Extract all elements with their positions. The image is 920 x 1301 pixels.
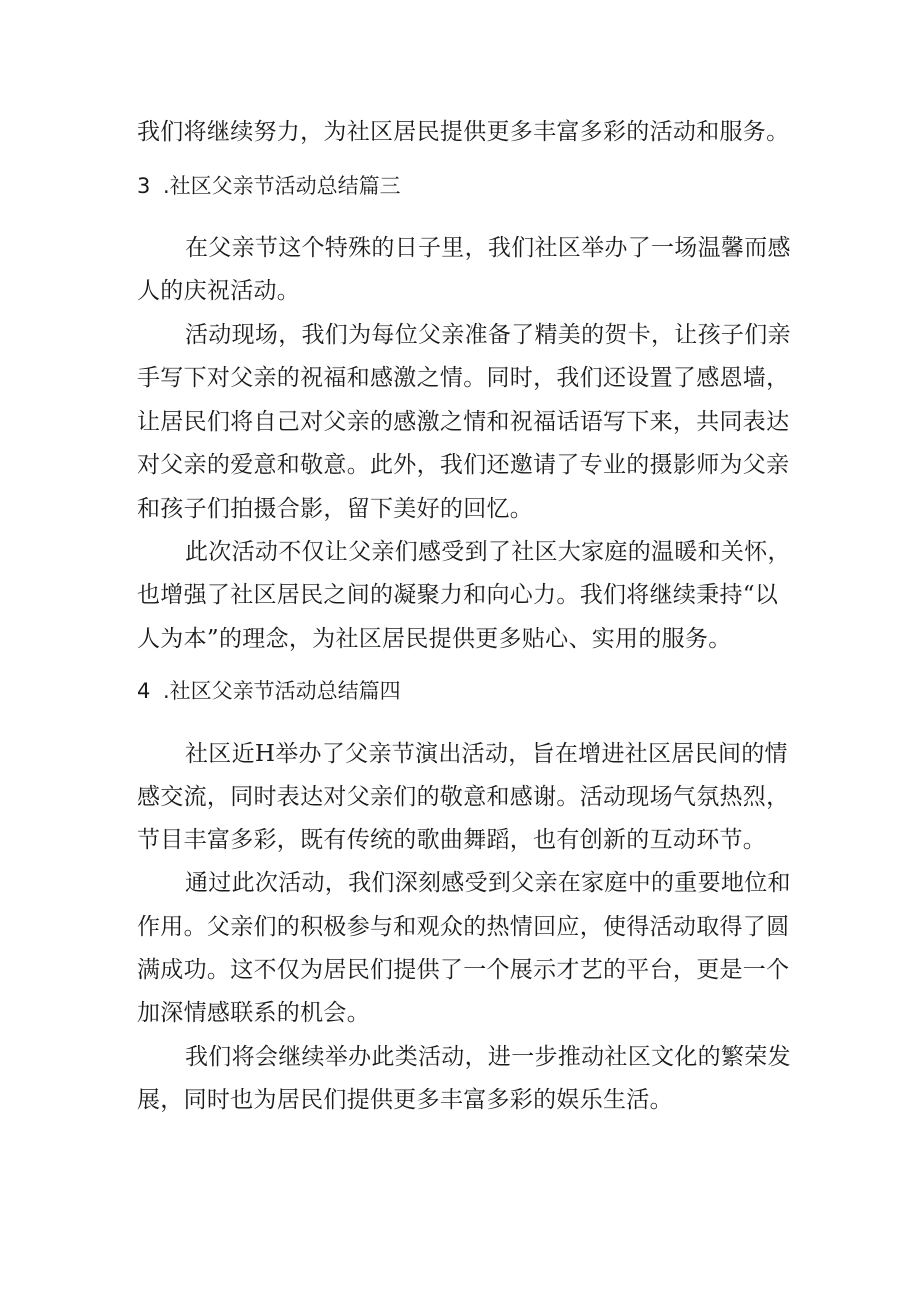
paragraph-line: 我们将会继续举办此类活动，进一步推动社区文化的繁荣发 xyxy=(185,1044,791,1070)
heading-number: 3 xyxy=(137,174,151,198)
paragraph-line: 对父亲的爱意和敬意。此外，我们还邀请了专业的摄影师为父亲 xyxy=(137,452,790,478)
heading-title: .社区父亲节活动总结篇三 xyxy=(163,174,401,198)
paragraph-line: 和孩子们拍摄合影，留下美好的回忆。 xyxy=(137,496,534,522)
paragraph-line: 人的庆祝活动。 xyxy=(137,278,301,304)
paragraph-line: 手写下对父亲的祝福和感激之情。同时，我们还设置了感恩墙， xyxy=(137,365,790,391)
section-heading-4 xyxy=(137,676,797,706)
paragraph-line: 在父亲节这个特殊的日子里，我们社区举办了一场温馨而感 xyxy=(185,235,791,261)
paragraph-line: 活动现场，我们为每位父亲准备了精美的贺卡，让孩子们亲 xyxy=(185,322,791,348)
paragraph-line: 节目丰富多彩，既有传统的歌曲舞蹈，也有创新的互动环节。 xyxy=(137,827,767,853)
heading-number: 4 xyxy=(137,679,151,703)
paragraph-line: 感交流，同时表达对父亲们的敬意和感谢。活动现场气氛热烈， xyxy=(137,784,790,810)
paragraph-line: 作用。父亲们的积极参与和观众的热情回应，使得活动取得了圆 xyxy=(137,914,790,940)
section-heading-3 xyxy=(137,171,797,201)
paragraph-line: 展，同时也为居民们提供更多丰富多彩的娱乐生活。 xyxy=(137,1087,673,1113)
paragraph-line: 也增强了社区居民之间的凝聚力和向心力。我们将继续秉持“以 xyxy=(137,582,779,608)
paragraph-line: 让居民们将自己对父亲的感激之情和祝福话语写下来，共同表达 xyxy=(137,409,790,435)
paragraph-line: 加深情感联系的机会。 xyxy=(137,1000,370,1026)
heading-title: .社区父亲节活动总结篇四 xyxy=(163,679,401,703)
paragraph-line: 人为本”的理念，为社区居民提供更多贴心、实用的服务。 xyxy=(137,626,732,652)
paragraph-line: 此次活动不仅让父亲们感受到了社区大家庭的温暖和关怀， xyxy=(185,539,791,565)
paragraph-line: 通过此次活动，我们深刻感受到父亲在家庭中的重要地位和 xyxy=(185,870,791,896)
paragraph-line: 社区近H举办了父亲节演出活动，旨在增进社区居民间的情 xyxy=(185,741,788,767)
paragraph-line: 我们将继续努力，为社区居民提供更多丰富多彩的活动和服务。 xyxy=(137,119,790,145)
paragraph-line: 满成功。这不仅为居民们提供了一个展示才艺的平台，更是一个 xyxy=(137,957,790,983)
